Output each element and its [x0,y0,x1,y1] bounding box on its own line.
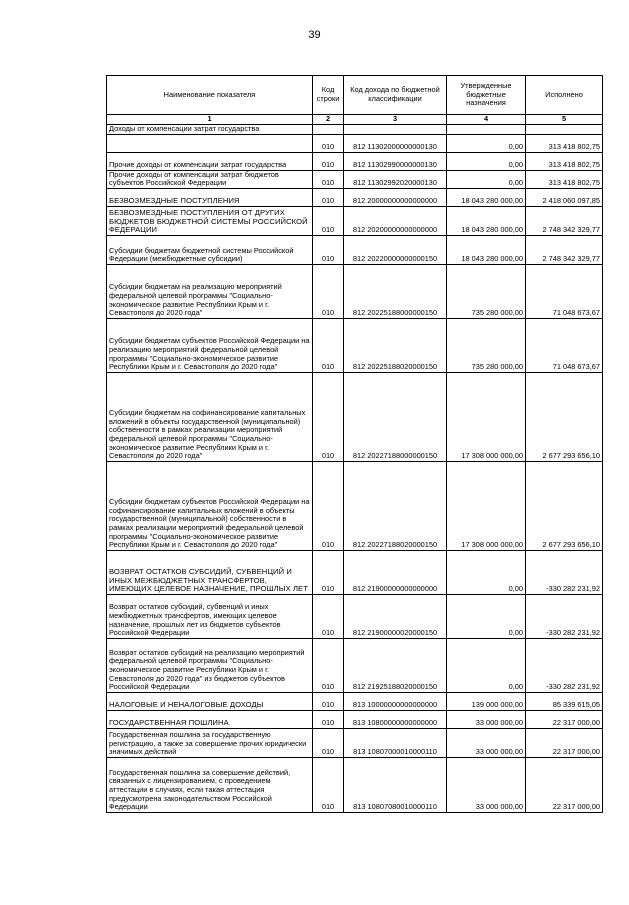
row-name: Прочие доходы от компенсации затрат государства [107,152,313,170]
row-executed-amount: 85 339 615,05 [526,692,603,710]
row-executed-amount: 2 748 342 329,77 [526,206,603,235]
row-line-code: 010 [313,638,344,692]
row-name: Доходы от компенсации затрат государства [107,125,313,135]
row-name [107,134,313,152]
column-number: 2 [313,115,344,125]
row-income-code: 812 20000000000000000 [344,188,447,206]
header-approved: Утвержденные бюджетные назначения [447,76,526,115]
row-executed-amount: 71 048 673,67 [526,264,603,318]
row-line-code: 010 [313,728,344,757]
row-line-code: 010 [313,170,344,188]
row-executed-amount: 22 317 000,00 [526,728,603,757]
column-number: 4 [447,115,526,125]
row-line-code: 010 [313,757,344,812]
table-row [107,318,603,372]
column-number: 5 [526,115,603,125]
row-name: ГОСУДАРСТВЕННАЯ ПОШЛИНА [107,710,313,728]
row-name: НАЛОГОВЫЕ И НЕНАЛОГОВЫЕ ДОХОДЫ [107,692,313,710]
table-row [107,372,603,461]
column-number: 1 [107,115,313,125]
row-income-code: 813 10800000000000000 [344,710,447,728]
table-row [107,638,603,692]
table-row [107,235,603,264]
table-row [107,550,603,594]
row-executed-amount: 2 748 342 329,77 [526,235,603,264]
row-name: БЕЗВОЗМЕЗДНЫЕ ПОСТУПЛЕНИЯ ОТ ДРУГИХ БЮДЖЕТОВ БЮДЖЕТНОЙ СИСТЕМЫ РОССИЙСКОЙ ФЕДЕРАЦИИ [107,206,313,235]
row-executed-amount: 313 418 802,75 [526,170,603,188]
table-row [107,728,603,757]
row-executed-amount: 71 048 673,67 [526,318,603,372]
row-income-code: 812 11302990000000130 [344,152,447,170]
table-row [107,170,603,188]
row-income-code: 812 20220000000000150 [344,235,447,264]
row-income-code: 813 10000000000000000 [344,692,447,710]
row-name: Субсидии бюджетам субъектов Российской Федерации на реализацию мероприятий федеральной целевой программы "Социально-экономическое развитие Республики Крым и г. Севастополя до 2020 года" [107,318,313,372]
row-income-code: 812 20227188020000150 [344,461,447,550]
row-line-code: 010 [313,134,344,152]
row-income-code: 812 11302000000000130 [344,134,447,152]
row-line-code: 010 [313,188,344,206]
row-income-code: 812 11302992020000130 [344,170,447,188]
row-line-code: 010 [313,550,344,594]
row-line-code: 010 [313,264,344,318]
row-income-code: 812 21900000000000000 [344,550,447,594]
header-line-code: Код строки [313,76,344,115]
row-name: Прочие доходы от компенсации затрат бюджетов субъектов Российской Федерации [107,170,313,188]
row-income-code: 812 21925188020000150 [344,638,447,692]
table-row [107,461,603,550]
row-executed-amount: 22 317 000,00 [526,710,603,728]
table-row [107,134,603,152]
table-row [107,188,603,206]
row-line-code: 010 [313,152,344,170]
row-line-code: 010 [313,594,344,638]
row-executed-amount: -330 282 231,92 [526,638,603,692]
row-approved-amount: 18 043 280 000,00 [447,188,526,206]
row-executed-amount: -330 282 231,92 [526,550,603,594]
row-name: Субсидии бюджетам на софинансирование капитальных вложений в объекты государственной (муниципальной) собственности в рамках реализации мероприятий федеральной целевой программы "Социально-экономическое развитие Республики Крым и г. Севастополя до 2020 года" [107,372,313,461]
row-name: Государственная пошлина за совершение действий, связанных с лицензированием, с проведением аттестации в случаях, если такая аттестация предусмотрена законодательством Российской Федерации [107,757,313,812]
row-line-code: 010 [313,461,344,550]
row-executed-amount [526,125,603,135]
table-row [107,594,603,638]
row-name: Возврат остатков субсидий на реализацию мероприятий федеральной целевой программы "Социально-экономическое развитие Республики Крым и г. Севастополя до 2020 года" из бюджетов субъектов Российской Федерации [107,638,313,692]
column-number-row [107,115,603,125]
table-row [107,152,603,170]
row-name: Государственная пошлина за государственную регистрацию, а также за совершение прочих юридически значимых действий [107,728,313,757]
row-line-code: 010 [313,692,344,710]
column-number: 3 [344,115,447,125]
table-row [107,692,603,710]
row-executed-amount: -330 282 231,92 [526,594,603,638]
row-approved-amount: 0,00 [447,170,526,188]
row-income-code: 812 20227188000000150 [344,372,447,461]
table-row [107,206,603,235]
row-approved-amount: 735 280 000,00 [447,264,526,318]
row-approved-amount: 0,00 [447,638,526,692]
table-row [107,264,603,318]
row-name: Субсидии бюджетам субъектов Российской Федерации на софинансирование капитальных вложений в объекты государственной (муниципальной) собственности в рамках реализации мероприятий федеральной целевой программы "Социально-экономическое развитие Республики Крым и г. Севастополя до 2020 года" [107,461,313,550]
row-approved-amount: 139 000 000,00 [447,692,526,710]
income-table [106,75,603,813]
row-approved-amount: 33 000 000,00 [447,710,526,728]
row-name: ВОЗВРАТ ОСТАТКОВ СУБСИДИЙ, СУБВЕНЦИЙ И ИНЫХ МЕЖБЮДЖЕТНЫХ ТРАНСФЕРТОВ, ИМЕЮЩИХ ЦЕЛЕВОЕ НАЗНАЧЕНИЕ, ПРОШЛЫХ ЛЕТ [107,550,313,594]
row-income-code: 812 21900000020000150 [344,594,447,638]
row-line-code: 010 [313,372,344,461]
row-approved-amount: 0,00 [447,550,526,594]
row-approved-amount: 0,00 [447,134,526,152]
header-name: Наименование показателя [107,76,313,115]
row-line-code [313,125,344,135]
row-approved-amount: 0,00 [447,594,526,638]
row-approved-amount: 17 308 000 000,00 [447,461,526,550]
row-income-code: 812 20225188020000150 [344,318,447,372]
table-row [107,757,603,812]
row-approved-amount: 18 043 280 000,00 [447,206,526,235]
row-approved-amount: 735 280 000,00 [447,318,526,372]
page-number: 39 [308,29,321,41]
table-row [107,710,603,728]
row-name: Возврат остатков субсидий, субвенций и иных межбюджетных трансфертов, имеющих целевое назначение, прошлых лет из бюджетов субъектов Российской Федерации [107,594,313,638]
row-approved-amount: 18 043 280 000,00 [447,235,526,264]
table-row [107,125,603,135]
row-line-code: 010 [313,710,344,728]
row-name: БЕЗВОЗМЕЗДНЫЕ ПОСТУПЛЕНИЯ [107,188,313,206]
row-name: Субсидии бюджетам бюджетной системы Российской Федерации (межбюджетные субсидии) [107,235,313,264]
row-line-code: 010 [313,318,344,372]
row-income-code: 812 20225188000000150 [344,264,447,318]
row-executed-amount: 2 677 293 656,10 [526,372,603,461]
row-executed-amount: 313 418 802,75 [526,152,603,170]
row-approved-amount: 33 000 000,00 [447,757,526,812]
row-executed-amount: 2 418 060 097,85 [526,188,603,206]
row-executed-amount: 22 317 000,00 [526,757,603,812]
row-approved-amount [447,125,526,135]
row-income-code: 812 20200000000000000 [344,206,447,235]
row-executed-amount: 2 677 293 656,10 [526,461,603,550]
row-line-code: 010 [313,206,344,235]
row-income-code [344,125,447,135]
row-income-code: 813 10807080010000110 [344,757,447,812]
row-approved-amount: 0,00 [447,152,526,170]
header-income-code: Код дохода по бюджетной классификации [344,76,447,115]
row-name: Субсидии бюджетам на реализацию мероприятий федеральной целевой программы "Социально-экономическое развитие Республики Крым и г. Севастополя до 2020 года" [107,264,313,318]
row-income-code: 813 10807000010000110 [344,728,447,757]
table-header-row [107,76,603,115]
header-executed: Исполнено [526,76,603,115]
row-approved-amount: 33 000 000,00 [447,728,526,757]
row-line-code: 010 [313,235,344,264]
row-approved-amount: 17 308 000 000,00 [447,372,526,461]
row-executed-amount: 313 418 802,75 [526,134,603,152]
